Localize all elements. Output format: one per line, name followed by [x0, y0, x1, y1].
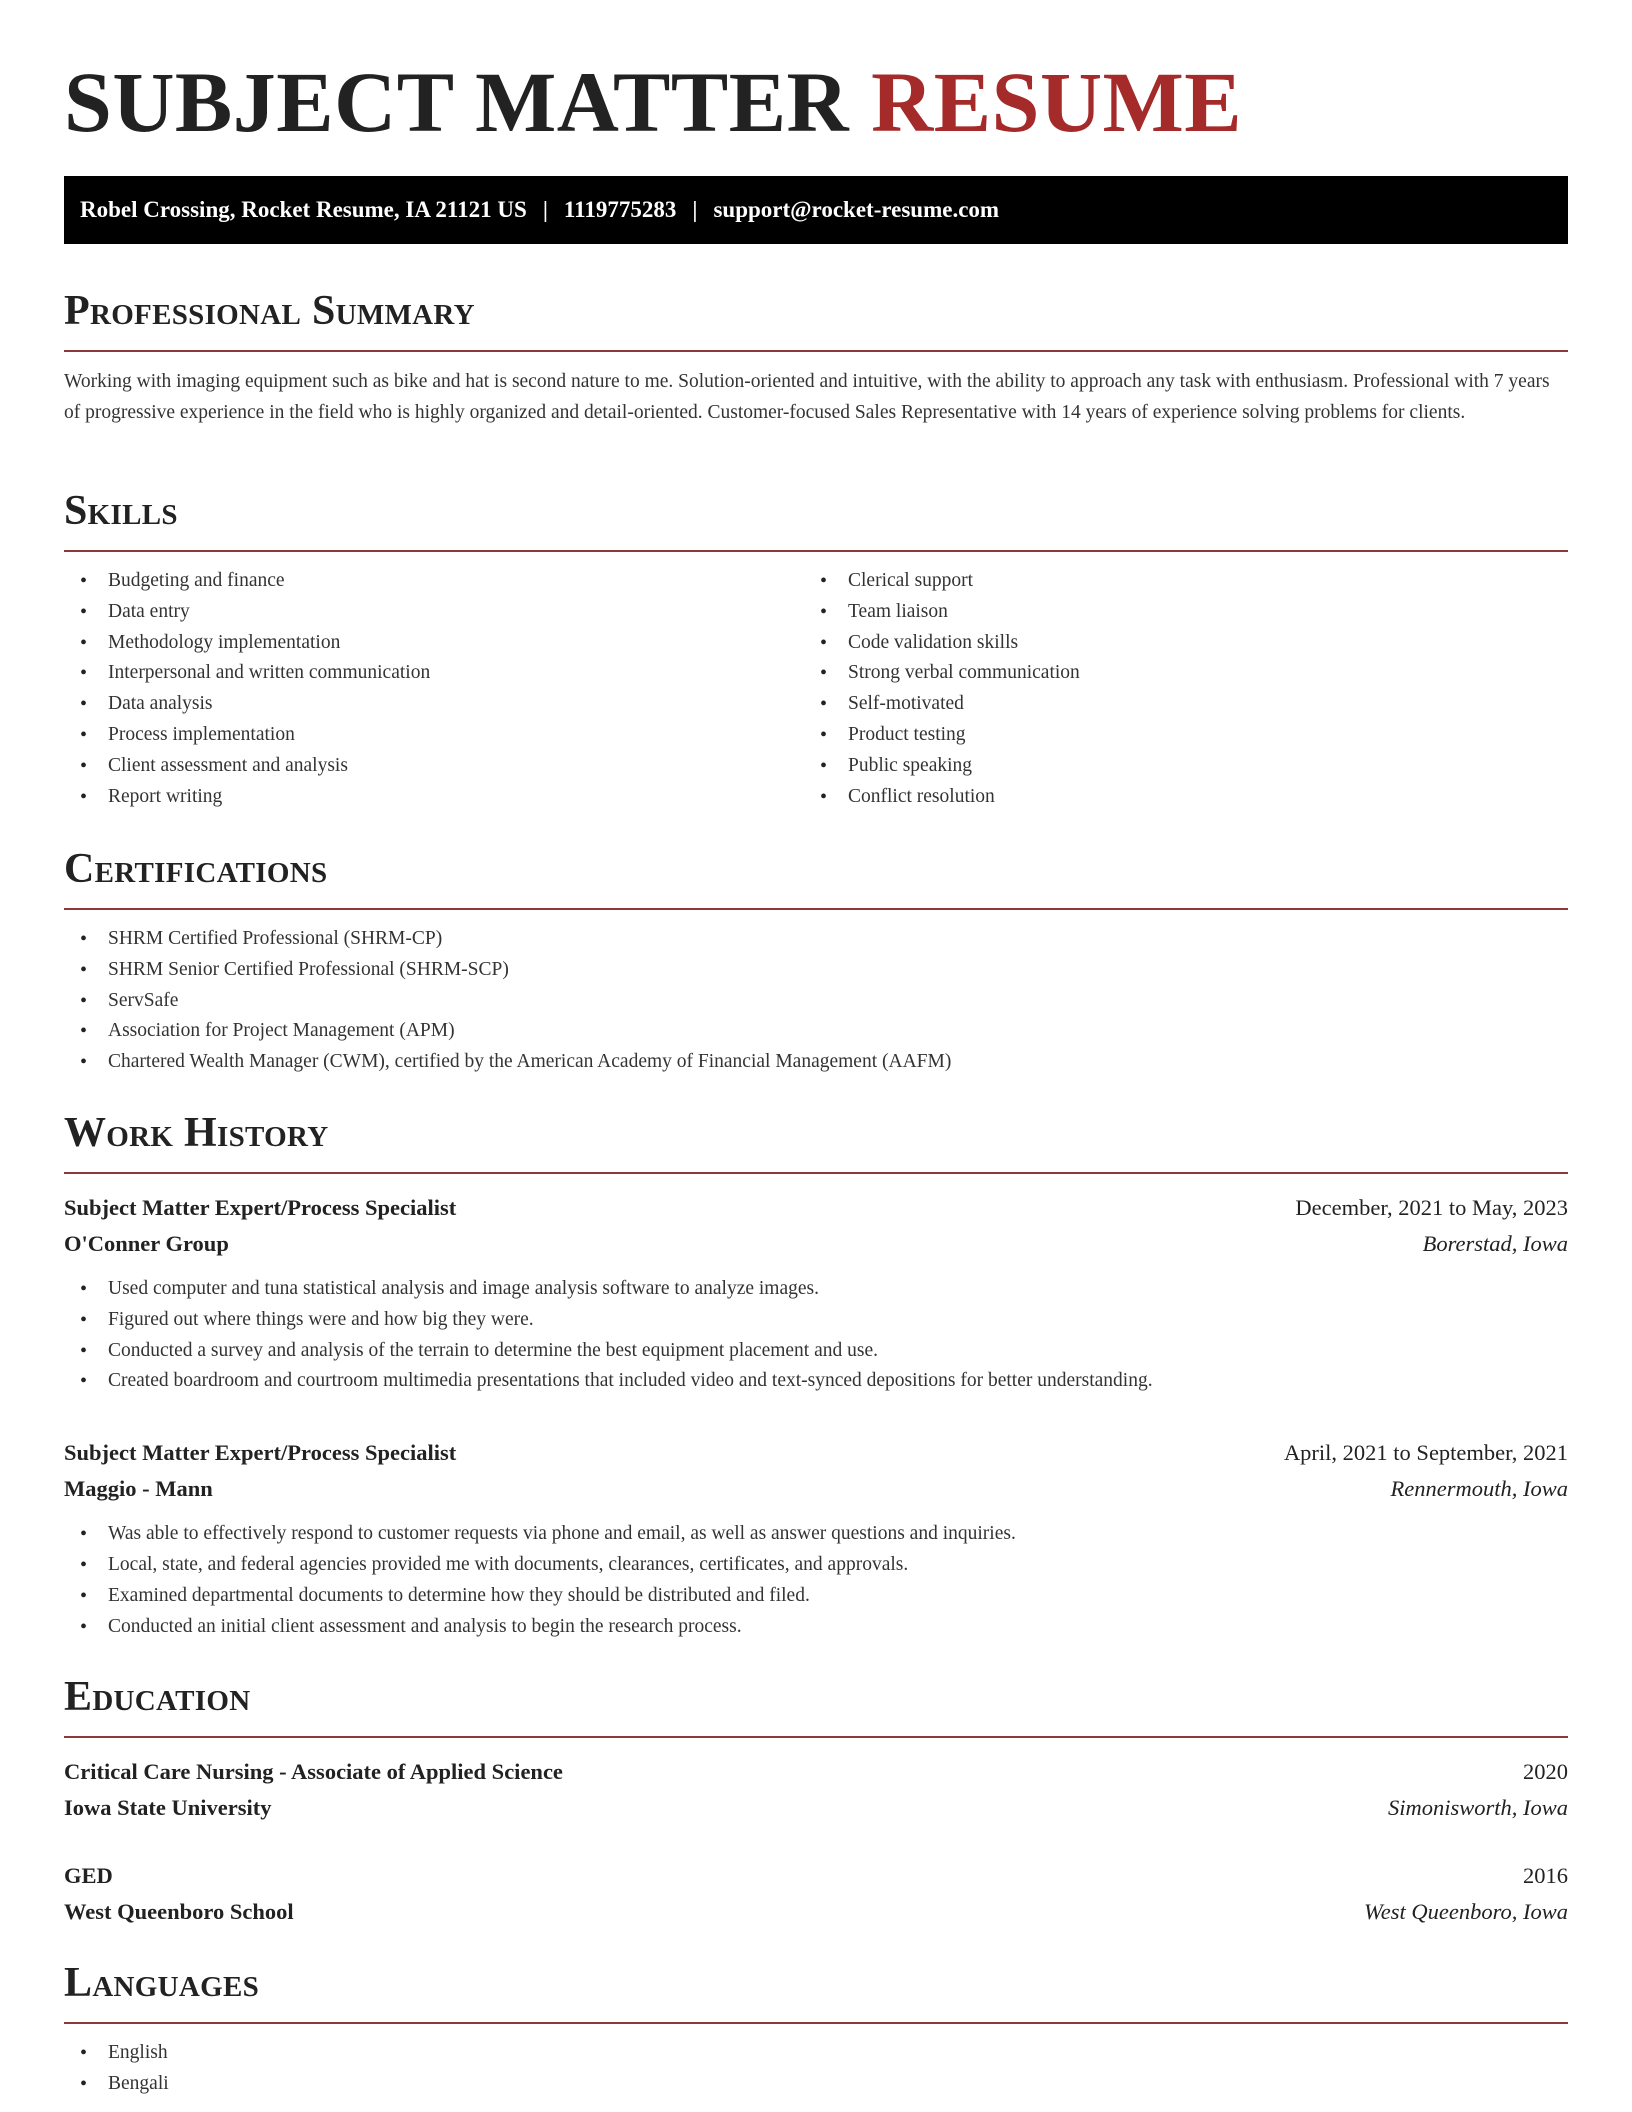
- skill-item: • Budgeting and finance: [64, 566, 804, 597]
- contact-bar: [64, 176, 1568, 244]
- skill-item: • Self-motivated: [804, 689, 1544, 720]
- education-school-row: [64, 1894, 1568, 1930]
- job-header-row: [64, 1190, 1568, 1226]
- title-accent: RESUME: [871, 54, 1243, 150]
- job-duty: • Local, state, and federal agencies provided me with documents, clearances, certificates, and approvals.: [64, 1550, 1568, 1581]
- job-duty: • Used computer and tuna statistical analysis and image analysis software to analyze images.: [64, 1274, 1568, 1305]
- skill-item: • Data analysis: [64, 689, 804, 720]
- job-company-row: [64, 1226, 1568, 1262]
- contact-address: Robel Crossing, Rocket Resume, IA 21121 US: [80, 197, 527, 222]
- education-school: Iowa State University: [64, 1795, 272, 1820]
- job-duty: • Conducted an initial client assessment and analysis to begin the research process.: [64, 1612, 1568, 1643]
- education-degree: Critical Care Nursing - Associate of Applied Science: [64, 1759, 563, 1784]
- education-entry: [64, 1858, 1568, 1930]
- language-item: • English: [64, 2038, 1568, 2069]
- job-company: Maggio - Mann: [64, 1476, 213, 1502]
- job-header-row: [64, 1435, 1568, 1471]
- job-company: O'Conner Group: [64, 1231, 229, 1256]
- skills-list-left: [64, 566, 804, 812]
- title-main: SUBJECT MATTER: [64, 54, 850, 150]
- job-entry: [64, 1190, 1568, 1397]
- skill-item: • Clerical support: [804, 566, 1544, 597]
- languages-list: [64, 2038, 1568, 2100]
- language-item: • Bengali: [64, 2069, 1568, 2100]
- languages-heading: Languages: [64, 1960, 260, 2006]
- job-duty: • Was able to effectively respond to customer requests via phone and email, as well as answer questions and inquiries.: [64, 1519, 1568, 1550]
- education-year: 2020: [1523, 1759, 1568, 1784]
- certification-item: • ServSafe: [64, 986, 1568, 1017]
- job-dates: April, 2021 to September, 2021: [1283, 1440, 1568, 1466]
- skills-columns: [64, 566, 1568, 812]
- contact-phone: 1119775283: [563, 197, 677, 222]
- skill-item: • Process implementation: [64, 720, 804, 751]
- skill-item: • Product testing: [804, 720, 1544, 751]
- education-section: [64, 1672, 1568, 1930]
- job-entry: [64, 1435, 1568, 1642]
- skills-section: [64, 486, 1568, 812]
- education-degree-row: [64, 1754, 1568, 1790]
- skill-item: • Data entry: [64, 597, 804, 628]
- summary-text: Working with imaging equipment such as bike and hat is second nature to me. Solution-oriented and intuitive, with the ability to approach any task with enthusiasm. Professional with 7 years of progressive experience in the field who is highly organized and detail-oriented. Customer-focused Sales Representative with 14 years of experience solving problems for clients.: [64, 371, 1550, 423]
- job-duty: • Figured out where things were and how big they were.: [64, 1305, 1568, 1336]
- job-duties-list: [64, 1519, 1568, 1642]
- skill-item: • Interpersonal and written communication: [64, 658, 804, 689]
- certifications-section: [64, 844, 1568, 1078]
- section-divider: [64, 1172, 1568, 1174]
- education-entry: [64, 1754, 1568, 1826]
- section-divider: [64, 1736, 1568, 1738]
- certification-item: • Association for Project Management (APM): [64, 1016, 1568, 1047]
- education-location: Simonisworth, Iowa: [1387, 1795, 1568, 1820]
- education-degree: GED: [64, 1863, 113, 1888]
- skill-item: • Team liaison: [804, 597, 1544, 628]
- job-duties-list: [64, 1274, 1568, 1397]
- education-degree-row: [64, 1858, 1568, 1894]
- job-title: Subject Matter Expert/Process Specialist: [64, 1440, 457, 1466]
- job-company-row: [64, 1471, 1568, 1507]
- certification-item: • SHRM Senior Certified Professional (SHRM-SCP): [64, 955, 1568, 986]
- summary-heading: Professional Summary: [64, 288, 475, 334]
- certifications-list: [64, 924, 1568, 1078]
- skill-item: • Strong verbal communication: [804, 658, 1544, 689]
- job-location: Rennermouth, Iowa: [1390, 1476, 1568, 1502]
- section-divider: [64, 350, 1568, 352]
- skills-heading: Skills: [64, 488, 178, 534]
- skill-item: • Code validation skills: [804, 628, 1544, 659]
- contact-separator: |: [542, 197, 548, 222]
- certification-item: • Chartered Wealth Manager (CWM), certified by the American Academy of Financial Management (AAFM): [64, 1047, 1568, 1078]
- education-location: West Queenboro, Iowa: [1364, 1899, 1568, 1924]
- languages-section: [64, 1958, 1568, 2100]
- certification-item: • SHRM Certified Professional (SHRM-CP): [64, 924, 1568, 955]
- job-location: Borerstad, Iowa: [1422, 1231, 1568, 1256]
- section-divider: [64, 550, 1568, 552]
- skills-column-left: [64, 566, 804, 812]
- work-history-section: [64, 1108, 1568, 1642]
- section-divider: [64, 2022, 1568, 2024]
- summary-section: [64, 286, 1568, 428]
- skill-item: • Methodology implementation: [64, 628, 804, 659]
- work-history-heading: Work History: [64, 1110, 329, 1156]
- job-duty: • Examined departmental documents to determine how they should be distributed and filed.: [64, 1581, 1568, 1612]
- certifications-heading: Certifications: [64, 846, 328, 892]
- skill-item: • Client assessment and analysis: [64, 751, 804, 782]
- job-duty: • Created boardroom and courtroom multimedia presentations that included video and text-synced depositions for better understanding.: [64, 1366, 1568, 1397]
- contact-email: support@rocket-resume.com: [713, 197, 1000, 222]
- education-school: West Queenboro School: [64, 1899, 294, 1924]
- skills-list-right: [804, 566, 1544, 812]
- skill-item: • Public speaking: [804, 751, 1544, 782]
- skill-item: • Conflict resolution: [804, 782, 1544, 813]
- skill-item: • Report writing: [64, 782, 804, 813]
- job-dates: December, 2021 to May, 2023: [1295, 1195, 1568, 1220]
- job-title: Subject Matter Expert/Process Specialist: [64, 1195, 457, 1220]
- skills-column-right: [804, 566, 1544, 812]
- education-school-row: [64, 1790, 1568, 1826]
- education-year: 2016: [1523, 1863, 1568, 1888]
- section-divider: [64, 908, 1568, 910]
- job-duty: • Conducted a survey and analysis of the terrain to determine the best equipment placement and use.: [64, 1336, 1568, 1367]
- resume-title: [64, 52, 1242, 152]
- education-heading: Education: [64, 1674, 251, 1720]
- contact-separator: |: [692, 197, 698, 222]
